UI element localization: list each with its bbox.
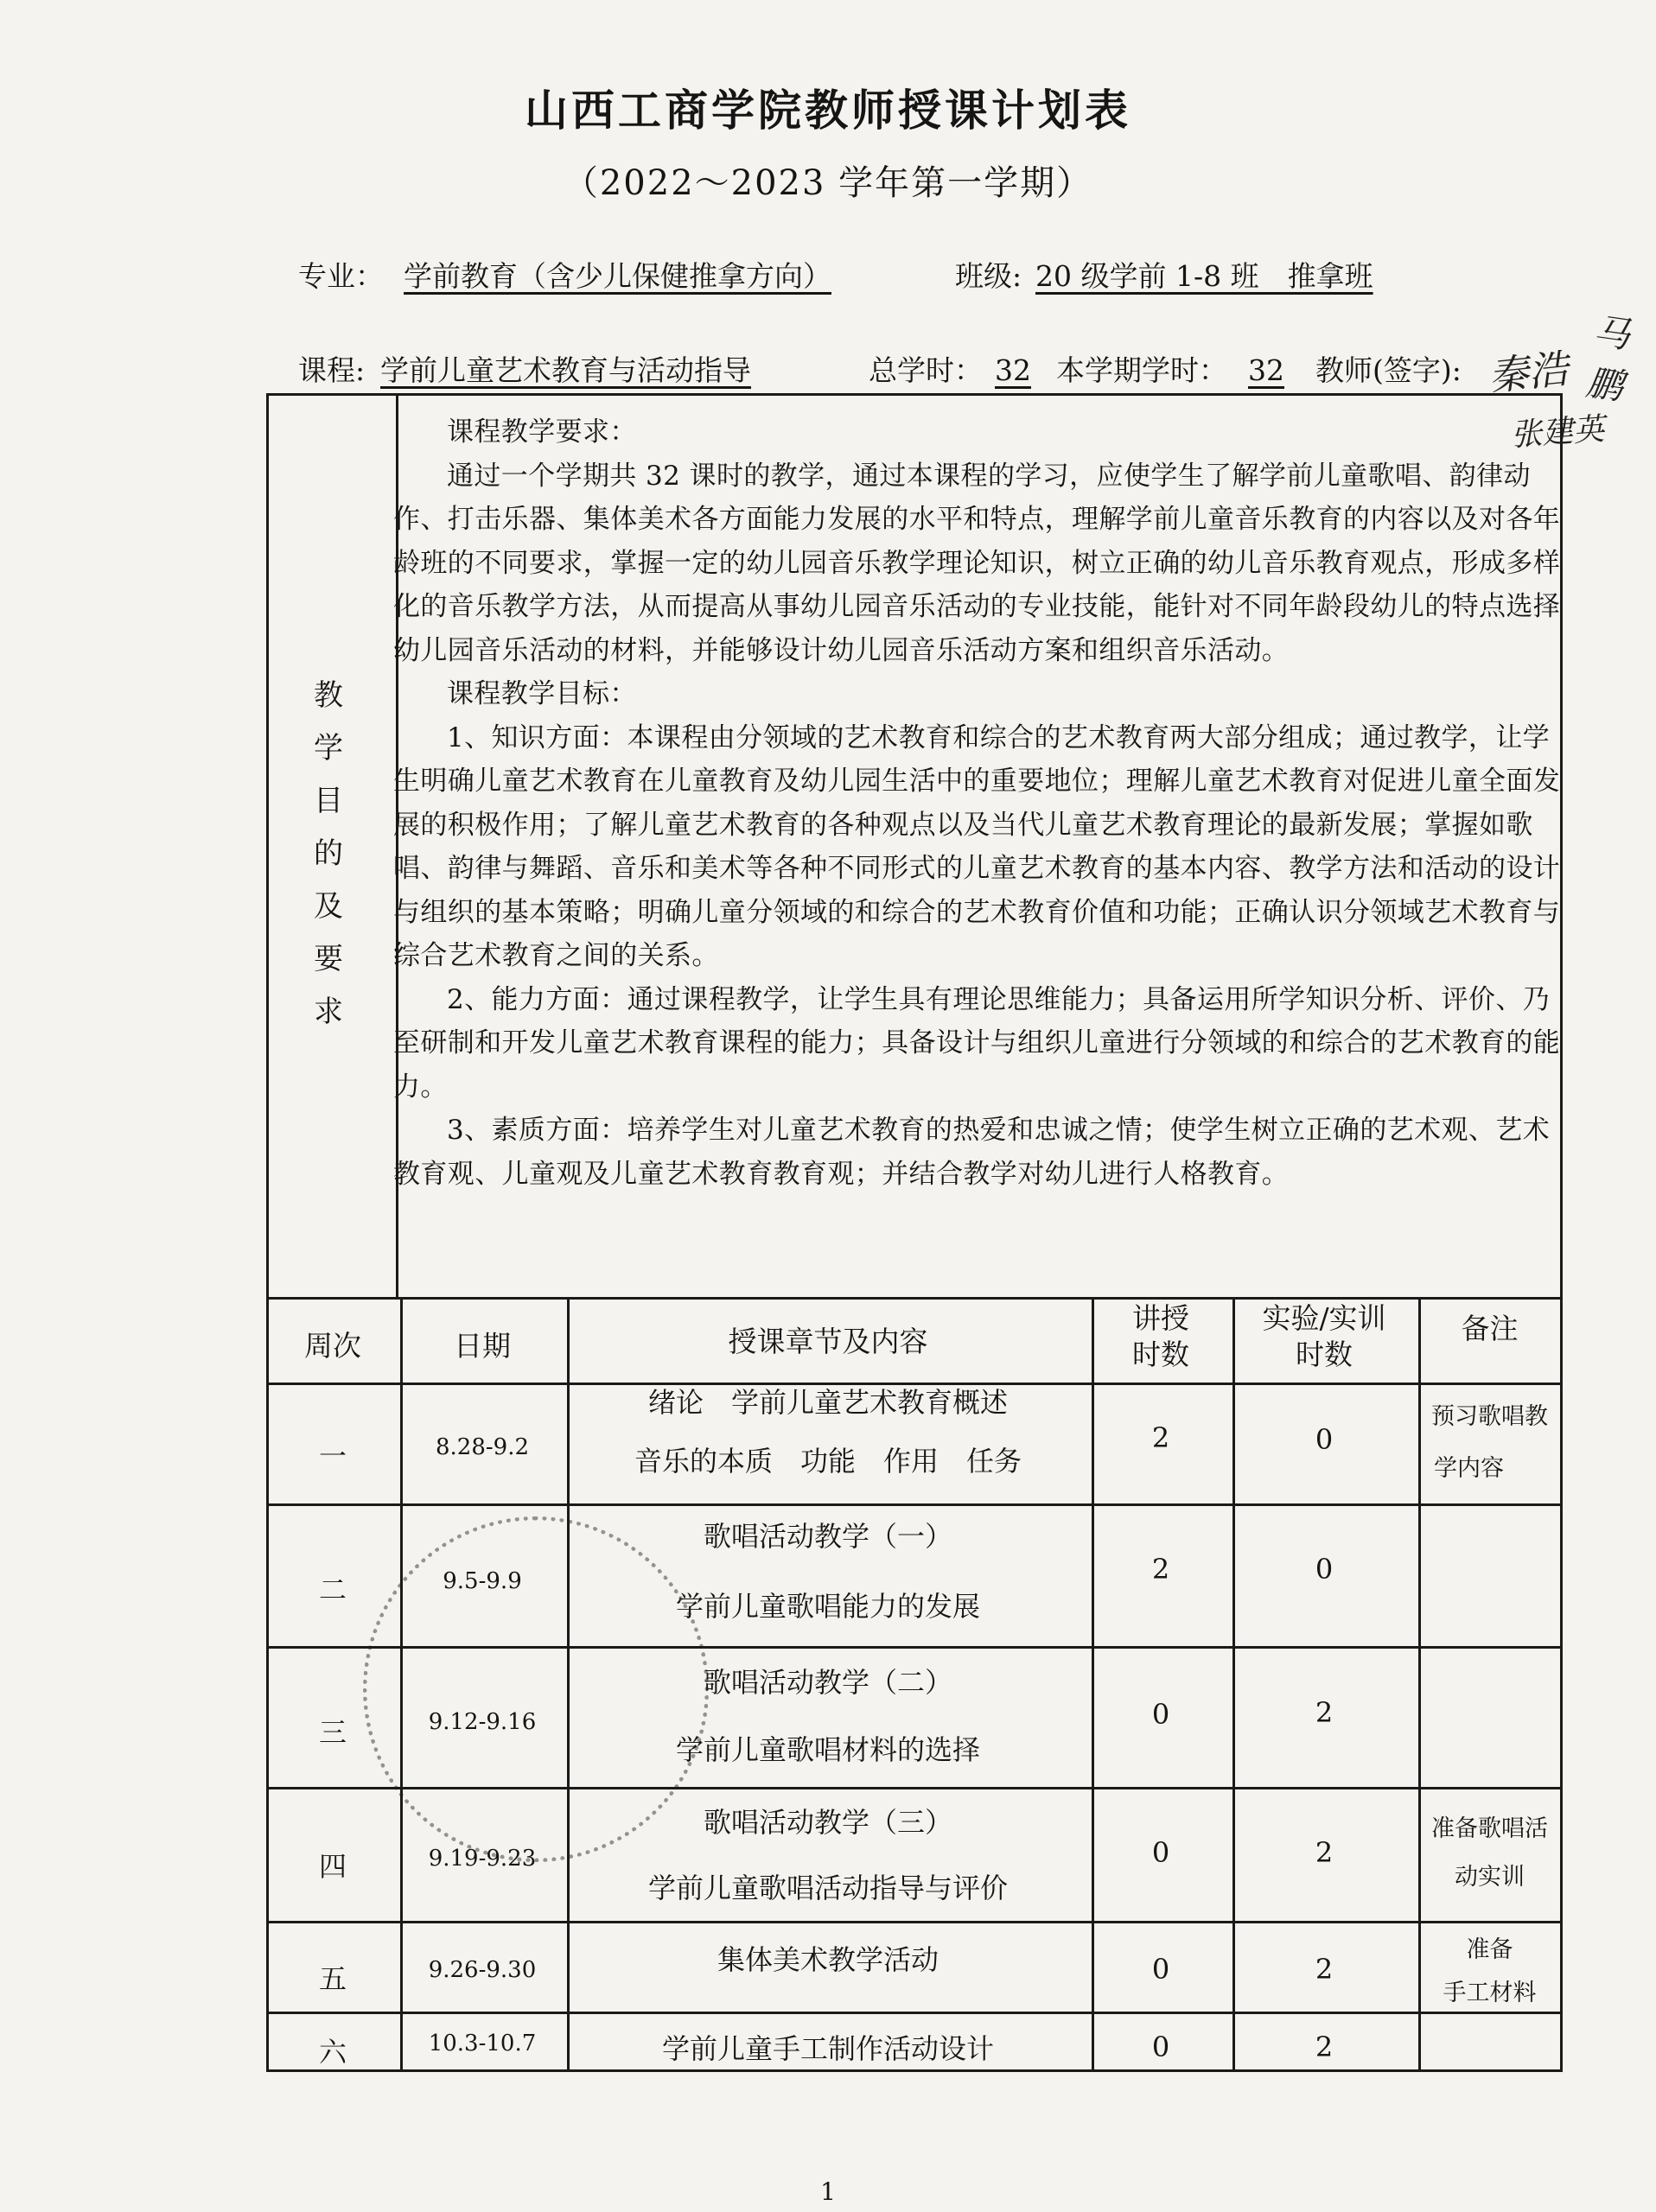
total-hours-label: 总学时：: [869, 353, 983, 387]
side-char: 教: [314, 678, 343, 713]
row6-content-line1: 学前儿童手工制作活动设计: [661, 2032, 994, 2065]
row2-week: 二: [318, 1573, 347, 1606]
row6-date: 10.3-10.7: [428, 2031, 537, 2056]
signature-3: 张建英: [1509, 411, 1606, 454]
row2-lecture-hours: 2: [1151, 1553, 1170, 1586]
stamp-impression: [363, 1516, 709, 1862]
col-header-content: 授课章节及内容: [728, 1325, 928, 1358]
objectives-ability: 2、能力方面：通过课程教学，让学生具有理论思维能力；具备运用所学知识分析、评价、乃至研制和开发儿童艺术教育课程的能力；具备设计与组织儿童进行分领域的和综合的艺术教育的能力。: [393, 983, 1561, 1103]
requirements-heading: 课程教学要求：: [447, 416, 637, 448]
col-header-lab-line1: 实验/实训: [1262, 1301, 1386, 1335]
row1-content-line2: 音乐的本质 功能 作用 任务: [634, 1445, 1022, 1478]
row1-lab-hours: 0: [1315, 1423, 1334, 1456]
side-char: 目: [314, 784, 343, 818]
row2-content-line2: 学前儿童歌唱能力的发展: [675, 1590, 980, 1623]
col-header-lecture-line1: 讲授: [1132, 1301, 1189, 1335]
page-title: 山西工商学院教师授课计划表: [525, 86, 1131, 136]
page-number: 1: [820, 2177, 836, 2206]
signature-1: 秦浩: [1486, 345, 1570, 400]
row5-lab-hours: 2: [1315, 1953, 1334, 1986]
page-subtitle: （2022～2023 学年第一学期）: [563, 163, 1093, 203]
row2-date: 9.5-9.9: [443, 1568, 522, 1594]
row4-content-line2: 学前儿童歌唱活动指导与评价: [647, 1872, 1008, 1904]
course-value: 学前儿童艺术教育与活动指导: [380, 353, 751, 387]
semester-hours-label: 本学期学时：: [1056, 353, 1227, 387]
col-header-lab-hours: [1232, 1300, 1416, 1373]
row6-lecture-hours: 0: [1151, 2031, 1170, 2063]
row2-lab-hours: 0: [1315, 1553, 1334, 1586]
col-header-week: 周次: [304, 1329, 361, 1363]
col-header-lab-line2: 时数: [1296, 1338, 1353, 1371]
signature-2: 马鹏: [1583, 309, 1634, 409]
row1-note-line1: 预习歌唱教: [1431, 1403, 1548, 1430]
major-label: 专业：: [298, 259, 384, 293]
row4-week: 四: [318, 1850, 347, 1883]
row-divider-6: [269, 2012, 1560, 2014]
row5-lecture-hours: 0: [1151, 1953, 1170, 1986]
row4-date: 9.19-9.23: [428, 1846, 537, 1872]
semester-hours-value: 32: [1248, 353, 1284, 387]
objectives-heading: 课程教学目标：: [447, 678, 637, 709]
course-label: 课程:: [298, 353, 366, 387]
row4-lab-hours: 2: [1315, 1836, 1334, 1869]
side-label-teaching-goals: [303, 670, 354, 1039]
row3-content-line2: 学前儿童歌唱材料的选择: [675, 1733, 980, 1766]
col-header-lecture-hours: [1092, 1300, 1230, 1373]
row3-week: 三: [318, 1716, 347, 1749]
teacher-label: 教师(签字):: [1315, 353, 1462, 387]
row5-week: 五: [318, 1962, 347, 1995]
row3-lab-hours: 2: [1315, 1696, 1334, 1729]
row5-note-line2: 手工材料: [1443, 1980, 1537, 2006]
col-header-date: 日期: [454, 1329, 511, 1363]
side-char: 学: [314, 731, 343, 766]
objectives-knowledge: 1、知识方面：本课程由分领域的艺术教育和综合的艺术教育两大部分组成；通过教学，让学生明确儿童艺术教育在儿童教育及幼儿园生活中的重要地位；理解儿童艺术教育对促进儿童全面发展的积极作用；了解儿童艺术教育的各种观点以及当代儿童艺术教育理论的最新发展；掌握如歌唱、韵律与舞蹈、音乐和美术等各种不同形式的儿童艺术教育的基本内容、教学方法和活动的设计与组织的基本策略；明确儿童分领域的和综合的艺术教育价值和功能；正确认识分领域艺术教育与综合艺术教育之间的关系。: [393, 721, 1561, 971]
row4-note-line1: 准备歌唱活: [1431, 1815, 1548, 1842]
side-char: 及: [314, 889, 343, 924]
side-char: 要: [314, 942, 343, 976]
row3-content-line1: 歌唱活动教学（二）: [703, 1666, 952, 1699]
row5-note-line1: 准备: [1466, 1936, 1513, 1963]
class-label: 班级:: [955, 259, 1022, 293]
row4-content-line1: 歌唱活动教学（三）: [703, 1806, 952, 1839]
row1-week: 一: [318, 1440, 347, 1472]
requirements-paragraph: 通过一个学期共 32 课时的教学，通过本课程的学习，应使学生了解学前儿童歌唱、韵律动作、打击乐器、集体美术各方面能力发展的水平和特点，理解学前儿童音乐教育的内容以及对各年龄班的不同要求，掌握一定的幼儿园音乐教学理论知识，树立正确的幼儿音乐教育观点，形成多样化的音乐教学方法，从而提高从事幼儿园音乐活动的专业技能，能针对不同年龄段幼儿的特点选择幼儿园音乐活动的材料，并能够设计幼儿园音乐活动方案和组织音乐活动。: [393, 460, 1561, 666]
row3-lecture-hours: 0: [1151, 1698, 1170, 1731]
total-hours-value: 32: [995, 353, 1031, 387]
side-char: 的: [314, 836, 343, 871]
col-header-lecture-line2: 时数: [1132, 1338, 1189, 1371]
row1-note-line2: 学内容: [1434, 1455, 1504, 1482]
row2-content-line1: 歌唱活动教学（一）: [703, 1520, 952, 1553]
col-header-notes: 备注: [1461, 1312, 1519, 1345]
row6-lab-hours: 2: [1315, 2031, 1334, 2063]
row5-date: 9.26-9.30: [428, 1957, 537, 1983]
row1-lecture-hours: 2: [1151, 1421, 1170, 1454]
section-divider: [269, 1297, 1560, 1300]
side-char: 求: [314, 995, 343, 1029]
row4-lecture-hours: 0: [1151, 1836, 1170, 1869]
row-divider-2: [269, 1503, 1560, 1506]
row4-note-line2: 动实训: [1455, 1864, 1525, 1891]
major-value: 学前教育（含少儿保健推拿方向）: [404, 259, 831, 293]
row1-content-line1: 绪论 学前儿童艺术教育概述: [647, 1386, 1008, 1419]
row-divider-5: [269, 1921, 1560, 1923]
objectives-quality: 3、素质方面：培养学生对儿童艺术教育的热爱和忠诚之情；使学生树立正确的艺术观、艺术教育观、儿童观及儿童艺术教育教育观；并结合教学对幼儿进行人格教育。: [393, 1115, 1551, 1190]
row6-week: 六: [318, 2036, 347, 2069]
row5-content-line1: 集体美术教学活动: [717, 1943, 939, 1976]
row1-date: 8.28-9.2: [435, 1434, 530, 1460]
row3-date: 9.12-9.16: [428, 1709, 537, 1735]
requirements-text: [393, 410, 1562, 1196]
class-value: 20 级学前 1-8 班 推拿班: [1035, 259, 1373, 293]
